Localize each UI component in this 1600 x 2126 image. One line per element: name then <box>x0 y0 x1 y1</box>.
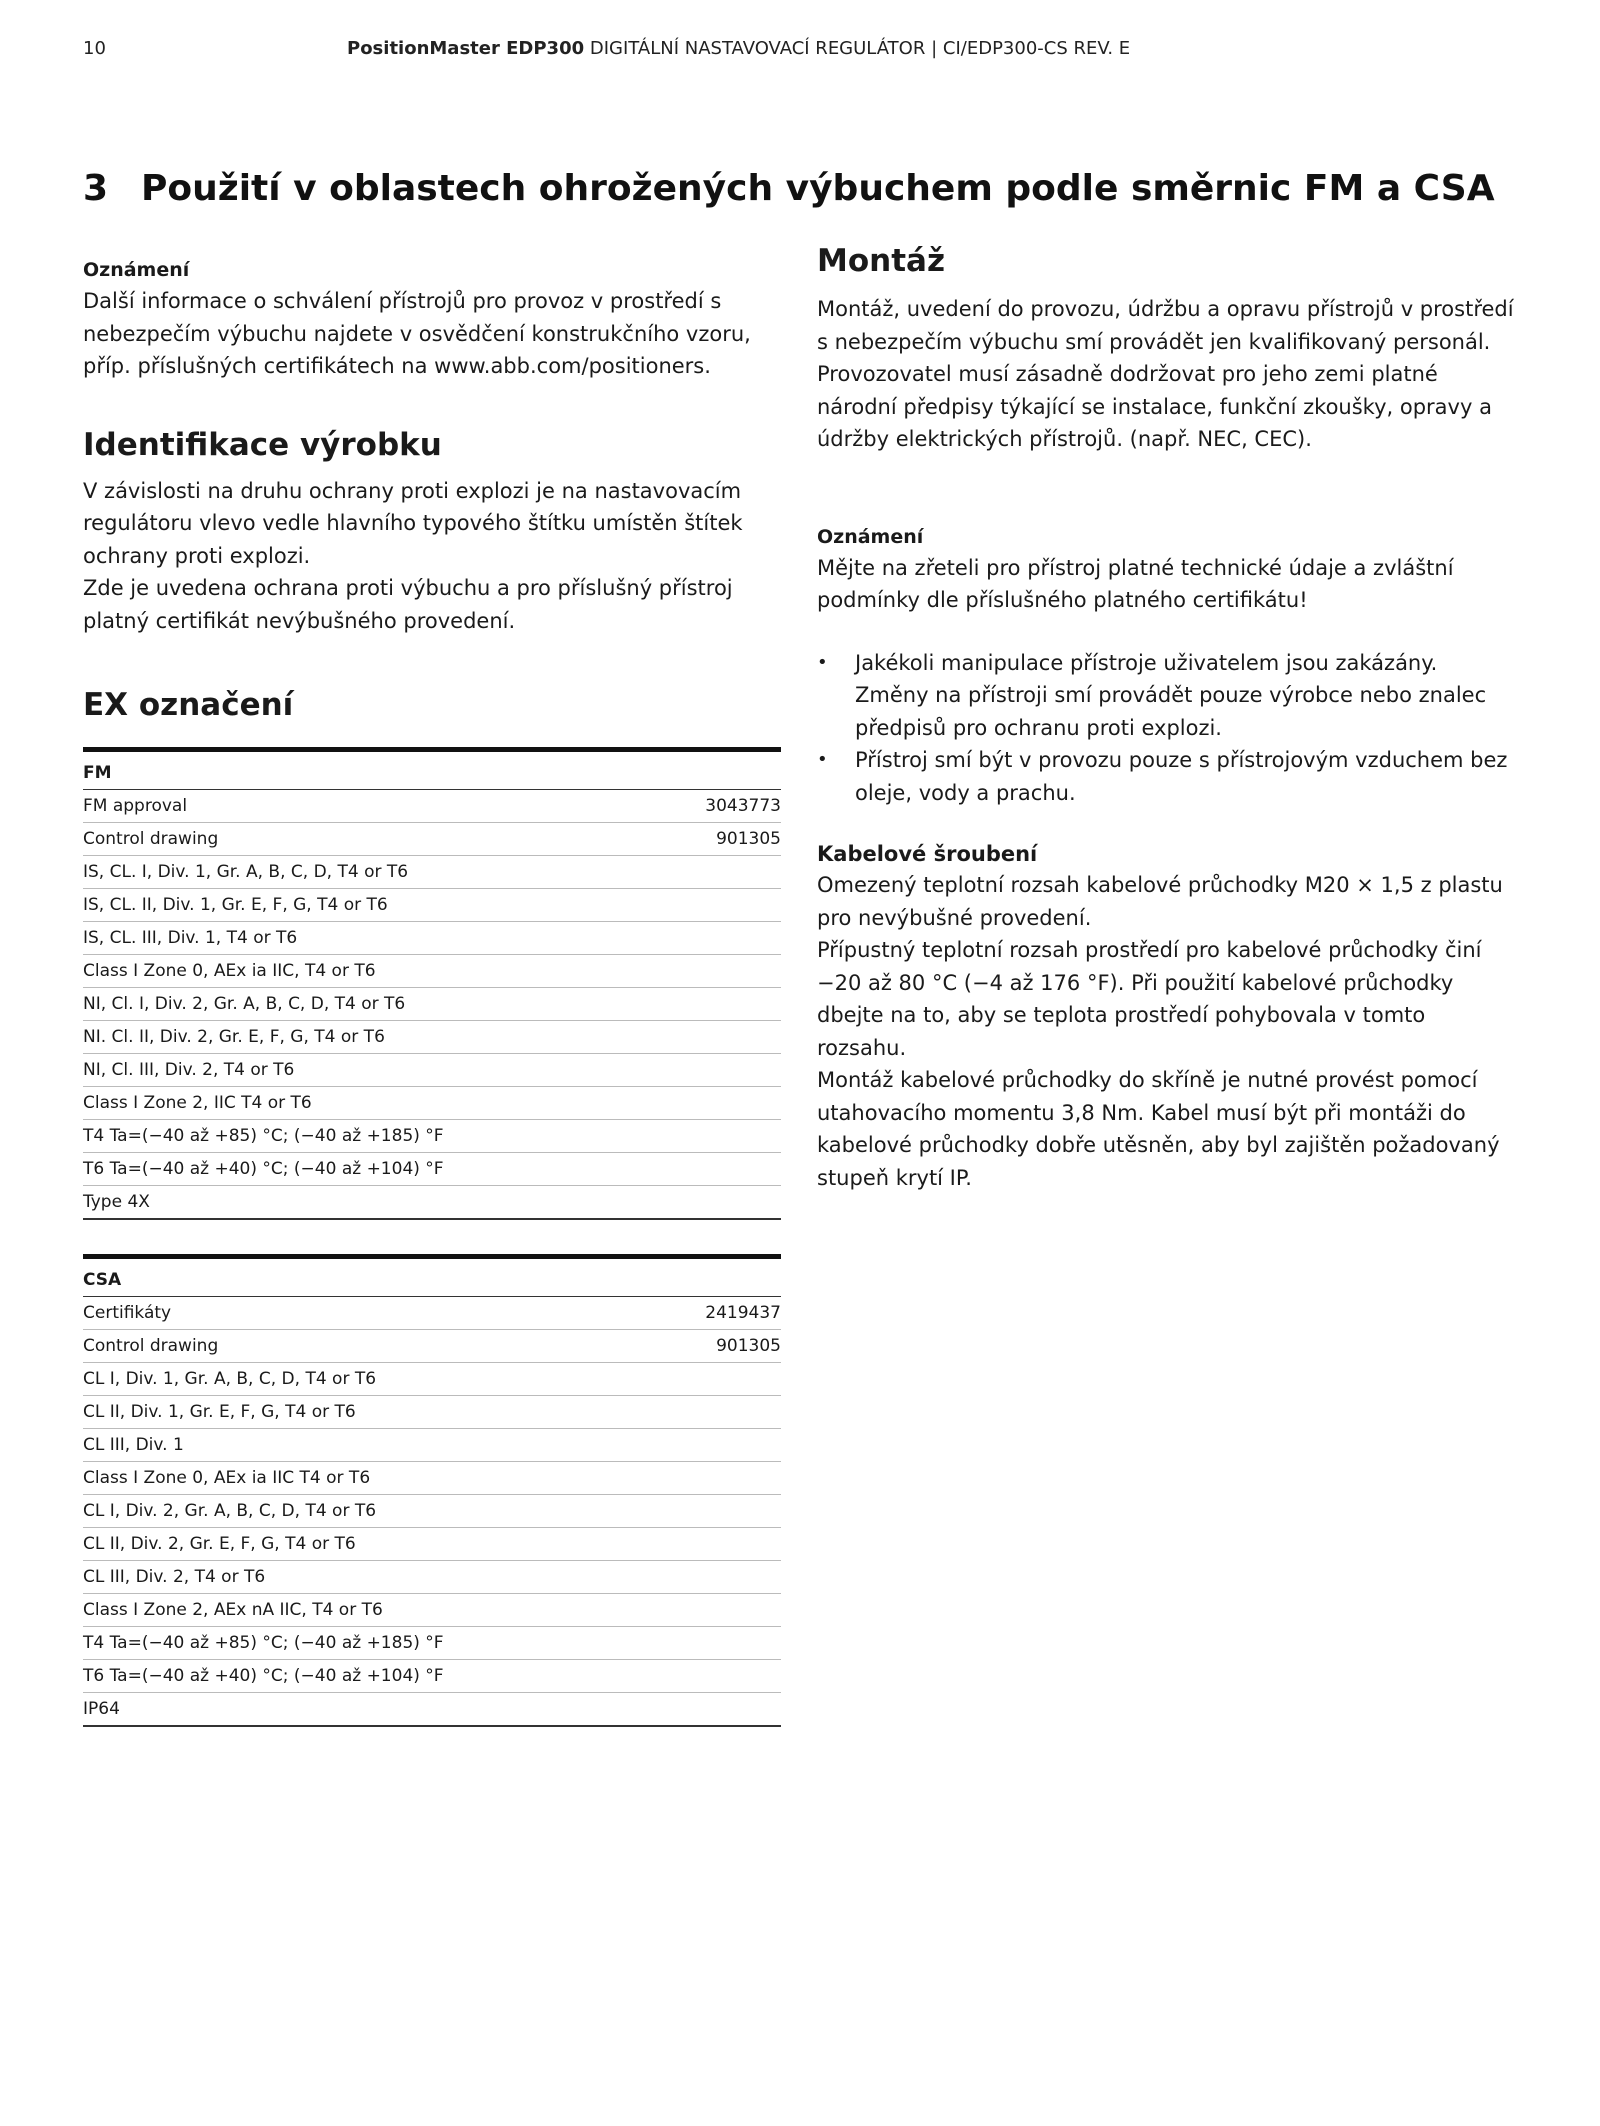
table-row <box>83 1660 781 1693</box>
table-row <box>83 1363 781 1396</box>
mounting-paragraph-2: Provozovatel musí zásadně dodržovat pro jeho zemi platné národní předpisy týkající se instalace, funkční zkoušky, opravy a údržby elektrických přístrojů. (např. NEC, CEC). <box>817 362 1492 451</box>
row-value <box>660 955 781 988</box>
row-label: IS, CL. III, Div. 1, T4 or T6 <box>83 922 660 955</box>
table-row <box>83 1054 781 1087</box>
row-value <box>660 1120 781 1153</box>
header-separator: | <box>931 38 938 59</box>
document-title <box>347 38 1130 59</box>
mounting-paragraph-1: Montáž, uvedení do provozu, údržbu a opravu přístrojů v prostředí s nebezpečím výbuchu smí provádět jen kvalifikovaný personál. <box>817 297 1514 354</box>
row-label: Class I Zone 0, AEx ia IIC T4 or T6 <box>83 1462 660 1495</box>
table-row <box>83 1087 781 1120</box>
row-label: T6 Ta=(−40 až +40) °C; (−40 až +104) °F <box>83 1660 660 1693</box>
cable-gland-heading: Kabelové šroubení <box>817 842 1038 866</box>
table-row <box>83 1627 781 1660</box>
identification-paragraph-1: V závislosti na druhu ochrany proti explozi je na nastavovacím regulátoru vlevo vedle hlavního typového štítku umístěn štítek ochrany proti explozi. <box>83 478 743 568</box>
chapter-title: Použití v oblastech ohrožených výbuchem podle směrnic FM a CSA <box>141 168 1495 209</box>
row-value <box>660 1054 781 1087</box>
row-label: T4 Ta=(−40 až +85) °C; (−40 až +185) °F <box>83 1627 660 1660</box>
table-row <box>83 1153 781 1186</box>
row-value <box>660 1627 781 1660</box>
left-column <box>83 255 783 1727</box>
row-label: Class I Zone 2, IIC T4 or T6 <box>83 1087 660 1120</box>
cable-paragraph-1: Omezený teplotní rozsah kabelové průchodky M20 × 1,5 z plastu pro nevýbušné provedení. <box>817 873 1503 930</box>
row-label: Control drawing <box>83 823 660 856</box>
row-label: CL III, Div. 2, T4 or T6 <box>83 1561 660 1594</box>
row-value <box>660 1528 781 1561</box>
table-row <box>83 1186 781 1220</box>
notice-label: Oznámení <box>83 259 190 281</box>
notice-label: Oznámení <box>817 525 924 548</box>
row-value <box>660 1087 781 1120</box>
row-label: CL I, Div. 1, Gr. A, B, C, D, T4 or T6 <box>83 1363 660 1396</box>
row-value <box>660 1396 781 1429</box>
row-label: IS, CL. I, Div. 1, Gr. A, B, C, D, T4 or T6 <box>83 856 660 889</box>
cable-paragraph-2: Přípustný teplotní rozsah prostředí pro kabelové průchodky činí −20 až 80 °C (−4 až 176 °F). Při použití kabelové průchodky dbejte na to, aby se teplota prostředí pohybovala v tomto rozsahu. <box>817 938 1482 1060</box>
table-row <box>83 1594 781 1627</box>
row-label: IS, CL. II, Div. 1, Gr. E, F, G, T4 or T6 <box>83 889 660 922</box>
row-label: CL I, Div. 2, Gr. A, B, C, D, T4 or T6 <box>83 1495 660 1528</box>
table-row <box>83 1120 781 1153</box>
row-label: NI, Cl. III, Div. 2, T4 or T6 <box>83 1054 660 1087</box>
row-value <box>660 856 781 889</box>
row-value <box>660 1693 781 1727</box>
row-value: 2419437 <box>660 1297 781 1330</box>
row-value <box>660 1495 781 1528</box>
row-value <box>660 1429 781 1462</box>
row-value <box>660 988 781 1021</box>
list-item: • Přístroj smí být v provozu pouze s přístrojovým vzduchem bez oleje, vody a prachu. <box>817 744 1517 809</box>
table-row <box>83 790 781 823</box>
csa-table <box>83 1254 781 1727</box>
row-value <box>660 922 781 955</box>
row-label: CL II, Div. 1, Gr. E, F, G, T4 or T6 <box>83 1396 660 1429</box>
table-row <box>83 1396 781 1429</box>
table-row <box>83 1693 781 1727</box>
table-row <box>83 1462 781 1495</box>
row-label: NI. Cl. II, Div. 2, Gr. E, F, G, T4 or T6 <box>83 1021 660 1054</box>
row-label: FM approval <box>83 790 660 823</box>
row-value <box>660 889 781 922</box>
row-value <box>660 1660 781 1693</box>
product-name: PositionMaster EDP300 <box>347 38 585 59</box>
row-value: 3043773 <box>660 790 781 823</box>
table-row <box>83 856 781 889</box>
row-value <box>660 1594 781 1627</box>
row-value: 901305 <box>660 1330 781 1363</box>
table-row <box>83 1429 781 1462</box>
row-label: T4 Ta=(−40 až +85) °C; (−40 až +185) °F <box>83 1120 660 1153</box>
table-row <box>83 988 781 1021</box>
table-row <box>83 889 781 922</box>
table-title: FM <box>83 750 781 790</box>
notice-text: Mějte na zřeteli pro přístroj platné technické údaje a zvláštní podmínky dle příslušného platného certifikátu! <box>817 555 1454 612</box>
row-value <box>660 1021 781 1054</box>
table-row <box>83 1528 781 1561</box>
cable-paragraph-3: Montáž kabelové průchodky do skříně je nutné provést pomocí utahovacího momentu 3,8 Nm. Kabel musí být při montáži do kabelové průchodky dobře utěsněn, aby byl zajištěn požadovaný stupeň krytí IP. <box>817 1068 1500 1190</box>
row-label: IP64 <box>83 1699 120 1719</box>
fm-table <box>83 747 781 1220</box>
row-label: Control drawing <box>83 1330 660 1363</box>
safety-bullet-list <box>817 647 1517 810</box>
row-value <box>660 1363 781 1396</box>
row-value: 901305 <box>660 823 781 856</box>
chapter-number: 3 <box>83 168 109 209</box>
row-label: Certifikáty <box>83 1297 660 1330</box>
row-label: Class I Zone 0, AEx ia IIC, T4 or T6 <box>83 955 660 988</box>
right-column <box>817 243 1517 1194</box>
row-label: CL III, Div. 1 <box>83 1429 660 1462</box>
row-label: NI, Cl. I, Div. 2, Gr. A, B, C, D, T4 or T6 <box>83 988 660 1021</box>
table-row <box>83 1021 781 1054</box>
row-label: Class I Zone 2, AEx nA IIC, T4 or T6 <box>83 1594 660 1627</box>
row-value <box>660 1186 781 1220</box>
doc-title: DIGITÁLNÍ NASTAVOVACÍ REGULÁTOR <box>589 38 926 59</box>
table-row <box>83 1297 781 1330</box>
table-row <box>83 955 781 988</box>
table-row <box>83 823 781 856</box>
row-value <box>660 1462 781 1495</box>
table-row <box>83 1561 781 1594</box>
row-label: CL II, Div. 2, Gr. E, F, G, T4 or T6 <box>83 1528 660 1561</box>
table-row <box>83 1330 781 1363</box>
row-label: T6 Ta=(−40 až +40) °C; (−40 až +104) °F <box>83 1153 660 1186</box>
identification-paragraph-2: Zde je uvedena ochrana proti výbuchu a pro příslušný přístroj platný certifikát nevýbušného provedení. <box>83 576 733 633</box>
chapter-heading <box>83 168 1495 209</box>
mounting-heading: Montáž <box>817 243 945 279</box>
page-number: 10 <box>83 38 106 59</box>
ex-marking-heading: EX označení <box>83 687 294 723</box>
list-item: • Jakékoli manipulace přístroje uživatelem jsou zakázány. Změny na přístroji smí provádět pouze výrobce nebo znalec předpisů pro ochranu proti explozi. <box>817 647 1517 745</box>
row-label: Type 4X <box>83 1192 150 1212</box>
table-title: CSA <box>83 1257 781 1297</box>
row-value <box>660 1153 781 1186</box>
table-row <box>83 1495 781 1528</box>
row-value <box>660 1561 781 1594</box>
table-row <box>83 922 781 955</box>
doc-code: CI/EDP300-CS REV. E <box>942 38 1131 59</box>
notice-text: Další informace o schválení přístrojů pro provoz v prostředí s nebezpečím výbuchu najdete v osvědčení konstrukčního vzoru, příp. příslušných certifikátech na www.abb.com/positioners. <box>83 289 751 378</box>
identification-heading: Identifikace výrobku <box>83 426 442 463</box>
